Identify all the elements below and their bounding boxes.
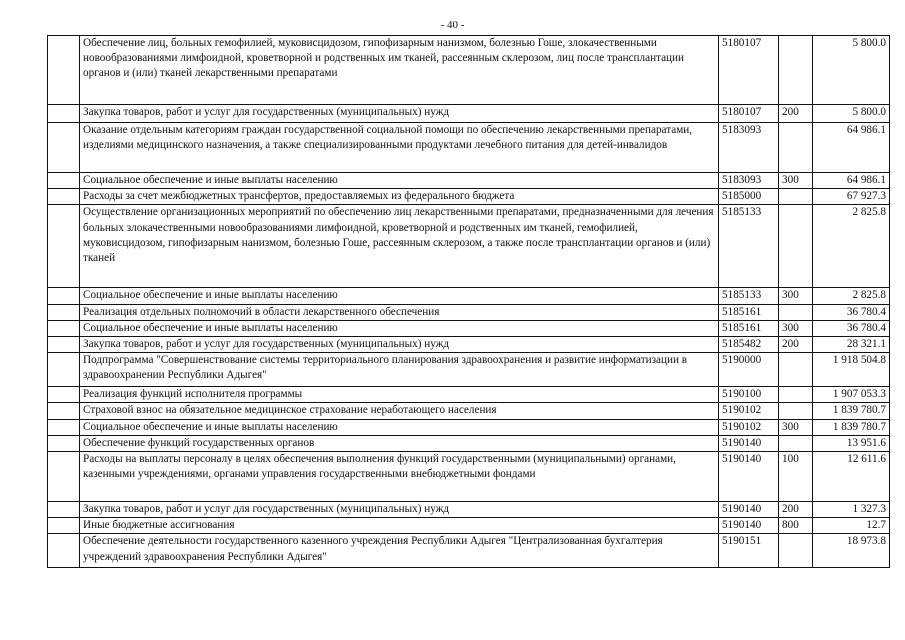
row-amount: 36 780.4 [813,320,890,336]
row-amount: 36 780.4 [813,304,890,320]
row-blank-cell [48,288,80,304]
row-amount: 1 839 780.7 [813,403,890,419]
row-name: Реализация отдельных полномочий в области лекарственного обеспечения [80,304,719,320]
row-target-code: 5185161 [719,304,779,320]
row-name: Закупка товаров, работ и услуг для государственных (муниципальных) нужд [80,337,719,353]
row-target-code: 5185161 [719,320,779,336]
row-expense-type [779,304,813,320]
row-expense-type: 100 [779,452,813,502]
table-row [48,518,890,534]
budget-table [47,35,890,568]
row-name: Оказание отдельным категориям граждан государственной социальной помощи по обеспечению лекарственными препаратами, изделиями медицинского назначения, а также специализированными продуктами лечебного питания для детей-инвалидов [80,123,719,173]
table-row [48,403,890,419]
table-row [48,304,890,320]
row-name: Страховой взнос на обязательное медицинское страхование неработающего населения [80,403,719,419]
row-expense-type [779,123,813,173]
table-row [48,502,890,518]
row-amount: 5 800.0 [813,36,890,105]
table-row [48,173,890,189]
row-target-code: 5190140 [719,502,779,518]
row-amount: 2 825.8 [813,205,890,288]
row-target-code: 5185482 [719,337,779,353]
row-name: Подпрограмма "Совершенствование системы территориального планирования здравоохранения и развитие информатизации в здравоохранении Республики Адыгея" [80,353,719,387]
row-name: Социальное обеспечение и иные выплаты населению [80,320,719,336]
row-target-code: 5190151 [719,534,779,568]
row-name: Расходы за счет межбюджетных трансфертов, предоставляемых из федерального бюджета [80,189,719,205]
row-target-code: 5180107 [719,105,779,123]
row-blank-cell [48,403,80,419]
row-name: Обеспечение деятельности государственного казенного учреждения Республики Адыгея "Централизованная бухгалтерия учреждений здравоохранения Республики Адыгея" [80,534,719,568]
row-blank-cell [48,435,80,451]
table-row [48,105,890,123]
row-amount: 12.7 [813,518,890,534]
row-amount: 64 986.1 [813,173,890,189]
row-name: Закупка товаров, работ и услуг для государственных (муниципальных) нужд [80,502,719,518]
table-row [48,288,890,304]
page-number: - 40 - [440,19,465,31]
row-expense-type: 200 [779,337,813,353]
row-expense-type [779,189,813,205]
row-expense-type [779,403,813,419]
row-name: Расходы на выплаты персоналу в целях обеспечения выполнения функций государственными (муниципальными) органами, казенными учреждениями, органами управления государственными внебюджетными фондами [80,452,719,502]
row-target-code: 5190140 [719,518,779,534]
row-target-code: 5190102 [719,403,779,419]
row-blank-cell [48,36,80,105]
table-row [48,353,890,387]
row-target-code: 5190000 [719,353,779,387]
row-target-code: 5185133 [719,205,779,288]
row-expense-type [779,353,813,387]
table-row [48,534,890,568]
row-blank-cell [48,534,80,568]
row-name: Обеспечение лиц, больных гемофилией, муковисцидозом, гипофизарным нанизмом, болезнью Гоше, злокачественными новообразованиями лимфоидной, кроветворной и родственных им тканей, рассеянным склерозом, лиц после трансплантации органов и (или) тканей лекарственными препаратами [80,36,719,105]
row-blank-cell [48,173,80,189]
row-expense-type [779,435,813,451]
row-amount: 67 927.3 [813,189,890,205]
row-expense-type: 200 [779,502,813,518]
table-row [48,337,890,353]
row-amount: 64 986.1 [813,123,890,173]
row-expense-type: 300 [779,320,813,336]
row-blank-cell [48,353,80,387]
table-row [48,452,890,502]
row-target-code: 5183093 [719,173,779,189]
row-name: Закупка товаров, работ и услуг для государственных (муниципальных) нужд [80,105,719,123]
row-expense-type [779,387,813,403]
row-expense-type [779,205,813,288]
row-blank-cell [48,387,80,403]
row-expense-type [779,36,813,105]
row-amount: 13 951.6 [813,435,890,451]
row-expense-type: 300 [779,288,813,304]
row-name: Осуществление организационных мероприятий по обеспечению лиц лекарственными препаратами, предназначенными для лечения больных злокачественными новообразованиями лимфоидной, кроветворной и родственных им тканей, гемофилией, муковисцидозом, гипофизарным нанизмом, болезнью Гоше, рассеянным склерозом, а также после трансплантации органов и (или) тканей [80,205,719,288]
row-blank-cell [48,105,80,123]
row-amount: 1 327.3 [813,502,890,518]
row-target-code: 5190102 [719,419,779,435]
row-blank-cell [48,419,80,435]
table-row [48,36,890,105]
row-expense-type [779,534,813,568]
row-blank-cell [48,518,80,534]
row-expense-type: 200 [779,105,813,123]
row-name: Иные бюджетные ассигнования [80,518,719,534]
row-target-code: 5190100 [719,387,779,403]
row-amount: 18 973.8 [813,534,890,568]
row-amount: 1 918 504.8 [813,353,890,387]
row-expense-type: 300 [779,419,813,435]
row-amount: 12 611.6 [813,452,890,502]
table-row [48,419,890,435]
row-blank-cell [48,452,80,502]
row-target-code: 5183093 [719,123,779,173]
row-name: Социальное обеспечение и иные выплаты населению [80,288,719,304]
table-row [48,387,890,403]
table-row [48,320,890,336]
row-blank-cell [48,502,80,518]
row-amount: 28 321.1 [813,337,890,353]
table-row [48,189,890,205]
row-name: Обеспечение функций государственных органов [80,435,719,451]
row-amount: 5 800.0 [813,105,890,123]
row-blank-cell [48,337,80,353]
row-target-code: 5190140 [719,452,779,502]
row-blank-cell [48,320,80,336]
row-blank-cell [48,304,80,320]
row-target-code: 5185000 [719,189,779,205]
row-amount: 1 907 053.3 [813,387,890,403]
row-blank-cell [48,123,80,173]
table-row [48,123,890,173]
table-row [48,435,890,451]
row-target-code: 5190140 [719,435,779,451]
row-name: Социальное обеспечение и иные выплаты населению [80,173,719,189]
row-target-code: 5180107 [719,36,779,105]
row-blank-cell [48,189,80,205]
row-name: Социальное обеспечение и иные выплаты населению [80,419,719,435]
row-blank-cell [48,205,80,288]
table-row [48,205,890,288]
row-expense-type: 300 [779,173,813,189]
row-target-code: 5185133 [719,288,779,304]
row-name: Реализация функций исполнителя программы [80,387,719,403]
budget-table-body [48,36,890,568]
row-amount: 2 825.8 [813,288,890,304]
row-expense-type: 800 [779,518,813,534]
row-amount: 1 839 780.7 [813,419,890,435]
